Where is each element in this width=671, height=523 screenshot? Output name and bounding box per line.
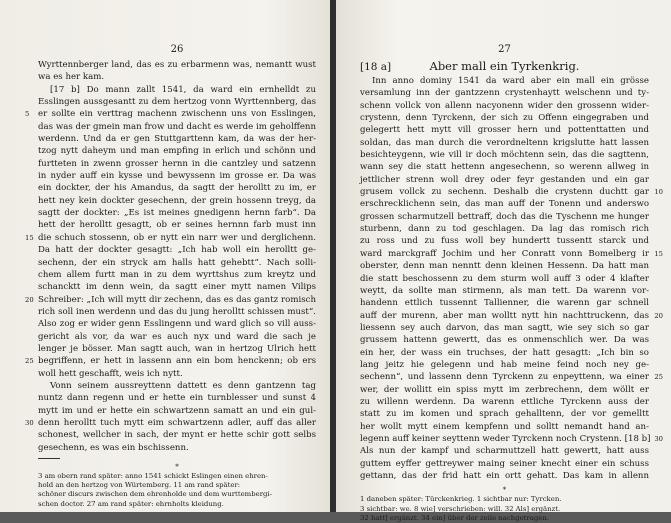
text-line-content: gelegertt hett mytt vill grosser hern und pottenttatten und: [360, 125, 649, 136]
text-line-content: erschrecklichenn sein, das man auff der Tonenn und anderswo: [360, 199, 649, 210]
text-line-content: wann sey die statt hettenn angesechenn, so werenn allweg in: [360, 162, 649, 173]
line-number: 25: [654, 373, 663, 382]
text-line: [38, 170, 316, 182]
footnote-line: schen doctor. 27 am rand später: ehrnholts kleidung.: [38, 499, 224, 508]
text-line-content: versamlung inn der gantzzenn crystenhaytt welschenn und ty-: [360, 88, 649, 99]
text-line-content: ein her, der wass ein truchses, der hatt gesagtt: „Ich bin so: [360, 347, 649, 358]
text-line-content: crystenn, denn Tyrckenn, der sich zu Offenn eingegraben und: [360, 113, 649, 124]
text-line-content: er sollte ein verttrag machenn zwischenn uns von Esslingen,: [38, 109, 316, 120]
text-line: [38, 244, 316, 256]
text-line: [360, 322, 649, 334]
line-number: 5: [25, 110, 30, 119]
line-number: 25: [25, 357, 34, 366]
text-line-content: jettlicher strenn woll drey oder feyr gestanden und ein gar: [360, 174, 649, 185]
text-line: [360, 211, 649, 223]
text-line: [360, 458, 649, 470]
text-line: [25, 294, 316, 306]
footnote-line: schöner discurs zwischen dem ehrenholde und dem wurttembergi-: [38, 490, 272, 499]
text-line-content: rich soll inen werdenn und das du jung herolltt schissen must“.: [38, 306, 316, 317]
text-line: [360, 421, 649, 433]
text-line: [38, 182, 316, 194]
text-line: [38, 59, 316, 71]
line-number: 20: [654, 311, 663, 320]
text-line-content: hett der herolltt gesagtt, ob er seines hernnn farb must inn: [38, 220, 316, 231]
text-line-content: chem allem furtt man in zu dem wyrttshus zum kreytz und: [38, 269, 316, 280]
footnotes: [360, 486, 649, 523]
chapter-title: Aber mall ein Tyrkenkrig.: [429, 59, 580, 73]
text-line: [38, 195, 316, 207]
text-line-content: begriffenn, er hett in lassenn ann ein bom henckenn; ob ers: [38, 356, 316, 367]
line-number: 10: [654, 188, 663, 197]
text-line: [360, 100, 649, 112]
text-line-content: [17 b] Do mann zallt 1541, da ward ein ernhelldt zu: [50, 84, 316, 95]
text-line: [38, 281, 316, 293]
text-line-content: Wyrttennberger land, das es zu erbarmenn was, nemantt wust: [38, 60, 316, 70]
text-line: [38, 145, 316, 157]
text-line-content: denn herolltt tuch mytt eim schwartzenn adler, auff das aller: [38, 417, 316, 428]
text-line: [25, 417, 316, 429]
text-line-content: sechenn, der ein stryck am halls hatt gehebtt“. Nach solli-: [38, 257, 316, 268]
text-line: [360, 124, 649, 136]
page-number: 27: [498, 44, 511, 55]
text-line: [38, 405, 316, 417]
text-line-content: Als nun der kampf und scharmuttzell hatt gewertt, hatt auss: [360, 446, 649, 457]
text-line-content: Da hatt der dockter gesagtt: „Ich hab woll ein herolltt ge-: [38, 245, 316, 256]
text-line: [360, 260, 649, 272]
text-line-content: furtteten in zwenn grosser hernn in die cantzley und satzenn: [38, 158, 316, 169]
text-line-content: lenger je bösser. Man sagtt auch, wan in hertzog Ulrich hett: [38, 343, 316, 354]
text-line-content: ward marckgraff Jochim und her Conratt vonn Bomelberg ir: [360, 248, 649, 259]
right-page: [336, 0, 671, 522]
text-line: [360, 310, 663, 322]
text-line-content: auff der murenn, aber man wolltt nytt hin nachttruckenn, das: [360, 310, 649, 321]
text-line: [38, 257, 316, 269]
text-line-content: lang jeitz hie gelegenn und hab meine feind noch ney ge-: [360, 359, 649, 370]
text-line: [25, 355, 316, 367]
text-line: [360, 359, 649, 371]
text-line-content: besichteygenn, wie vill ir doch möchtenn sein, das die sagttenn,: [360, 150, 649, 161]
text-line-content: weytt, da sollte man stirmenn, als man tett. Da warenn vor-: [360, 285, 649, 296]
text-line-content: hett ney kein dockter gesechenn, der grein hossenn treyg, da: [38, 195, 316, 206]
chapter-heading: [360, 59, 649, 74]
text-line-content: nuntz dann regenn und er hette ein turnblesser und sunst 4: [38, 393, 316, 404]
text-line-content: sturbenn, dann zu tod geschlagen. Da lag das romisch rich: [360, 224, 649, 235]
footnote-line: 1 daneben später: Türckenkrieg. 1 sichtbar nur: Tyrcken.: [360, 495, 562, 504]
footnote-mark: *: [502, 486, 507, 495]
text-line-content: schonest, wellcher in sach, der mynt er hette schir gott selbs: [38, 430, 316, 441]
text-line-content: Inn anno dominy 1541 da ward aber ein mall ein grösse: [372, 76, 649, 86]
text-line: [360, 273, 649, 285]
text-line: [38, 331, 316, 343]
text-line: [38, 368, 316, 380]
line-number: 30: [654, 434, 663, 443]
text-line: [360, 174, 649, 186]
text-line-content: legenn auff keiner seyttenn weder Tyrckenn noch Crystenn. [18 b]: [360, 433, 651, 444]
text-line-content: grusem vollck zu sechenn. Deshalb die crystenn duchtt gar: [360, 187, 649, 198]
text-line-content: tzog nytt daheym und man empfing in erlich und schönn und: [38, 146, 316, 157]
footnote-line: hold an den hertzog von Würtemberg. 11 am rand später:: [38, 481, 241, 490]
text-line-content: zu willenn werdenn. Da warenn ettliche Tyrckenn auss der: [360, 396, 649, 407]
text-line-content: sechenn“, und lassenn denn Tyrckenn zu enpeyttenn, wa einer: [360, 372, 649, 383]
page-body: [360, 75, 663, 482]
text-line-content: her wollt mytt einem kempfenn und solltt nemandt hand an-: [360, 421, 649, 432]
text-line: [38, 207, 316, 219]
text-line: [38, 96, 316, 108]
line-number: 15: [654, 249, 663, 258]
text-line: [360, 347, 649, 359]
text-line: [38, 380, 316, 392]
text-line-content: gettann, das der frid hatt ein ortt gehatt. Das kam in allenn: [360, 471, 649, 481]
text-line-content: zu ross und zu fuss woll bey hundertt tussentt starck und: [360, 236, 649, 247]
text-line: [360, 445, 649, 457]
text-line-content: wa es her kam.: [38, 72, 105, 83]
text-line-content: in nyder auff ein kysse und bewyssenn im grosse er. Da was: [38, 171, 316, 182]
text-line-content: die statt beschossenn zu dem sturm woll auff 3 oder 4 klafter: [360, 273, 649, 284]
text-line-content: soldan, das man durch die verordneltenn krigslutte hatt lassen: [360, 137, 649, 148]
text-line-content: gesechenn, es was ein bschissenn.: [38, 442, 189, 453]
text-line: [38, 442, 316, 454]
text-line: [38, 392, 316, 404]
left-page: [0, 0, 330, 512]
text-line-content: werdenn. Und da er gen Stuttgarttenn kam, da was der her-: [38, 134, 316, 145]
text-line-content: schancktt im denn wein, da sagtt einer mytt namen Vilips: [38, 282, 316, 293]
text-line-content: statt zu im komen und sprach gehalltenn, der vor gemelltt: [360, 409, 649, 420]
page-body: [25, 59, 316, 454]
text-line: [360, 384, 649, 396]
text-line-content: Also zog er wider genn Esslingenn und ward glich so vill auss-: [38, 319, 316, 330]
text-line: [360, 334, 649, 346]
text-line: [360, 186, 663, 198]
text-line-content: Vonn seinem aussreyttenn dattett es denn gantzenn tag: [50, 380, 316, 391]
text-line-content: sagtt der dockter: „Es ist meines gnedigenn hernn farb“. Da: [38, 208, 316, 219]
text-line: [38, 71, 316, 83]
page-number: 26: [170, 44, 184, 55]
text-line-content: handenn ettlich tussennt Tallienner, die warenn gar schnell: [360, 298, 649, 309]
text-line: [360, 297, 649, 309]
text-line: [38, 343, 316, 355]
text-line: [360, 149, 649, 161]
text-line: [360, 248, 663, 260]
text-line: [360, 87, 649, 99]
text-line-content: das was der gmein man frow und dacht es werde im geholffenn: [38, 121, 316, 132]
line-number: 20: [25, 295, 34, 304]
text-line: [25, 108, 316, 120]
text-line-content: woll hett geschafft, weis ich nytt.: [38, 368, 183, 379]
text-line-content: mytt im und er hette ein schwartzenn samatt an und ein gul-: [38, 405, 316, 416]
footnote-line: 32 hatt] ergänzt. 34 ein] über der zeile nachgetragen.: [360, 513, 549, 522]
text-line: [360, 223, 649, 235]
text-line: [360, 396, 649, 408]
text-line-content: gericht als vor, da war es auch nyx und ward die sach je: [38, 331, 316, 342]
text-line: [38, 133, 316, 145]
text-line-content: grussem hattenn gewertt, das es onmenschlich wer. Da was: [360, 335, 649, 346]
text-line-content: wer, der wollitt ein spiss mytt im zerbrechenn, dem wöllt er: [360, 384, 649, 395]
text-line: [38, 318, 316, 330]
text-line: [360, 470, 649, 482]
text-line: [360, 285, 649, 297]
line-number: 15: [25, 233, 34, 242]
footnote-mark: *: [175, 463, 179, 471]
text-line: [25, 232, 316, 244]
text-line: [38, 84, 316, 96]
text-line: [360, 433, 663, 445]
text-line: [360, 371, 663, 383]
text-line-content: guttem eyffer gettreywer maing seiner knecht einer ein schuss: [360, 458, 649, 469]
text-line: [38, 219, 316, 231]
text-line: [360, 198, 649, 210]
line-number: 30: [25, 418, 34, 427]
text-line-content: Esslingen aussgesantt zu dem hertzog vonn Wyrttennberg, das: [38, 97, 316, 108]
text-line: [360, 112, 649, 124]
text-line: [360, 75, 649, 87]
text-line: [360, 235, 649, 247]
text-line: [360, 161, 649, 173]
text-line-content: ein dockter, der his Amandus, da sagtt der herolltt zu im, er: [38, 183, 316, 194]
footnote-line: 3 sichtbar: we. 8 wie] verschrieben: will. 32 Als] ergänzt.: [360, 504, 561, 513]
text-line: [38, 121, 316, 133]
section-marker: [18 a]: [360, 61, 392, 73]
text-line: [38, 158, 316, 170]
text-line: [38, 269, 316, 281]
footnote-line: 3 am obern rand später: anno 1541 schickt Eslingen einen ehren-: [38, 472, 268, 480]
text-line: [360, 137, 649, 149]
footnote-divider: [38, 458, 60, 459]
text-line: [38, 306, 316, 318]
text-line-content: oberster, denn man nenntt denn kleinen Hessenn. Da hatt man: [360, 261, 649, 272]
footnotes: [38, 463, 316, 509]
text-line-content: liessenn sey auch darvon, das man sagtt, wie sey sich so gar: [360, 322, 649, 333]
text-line-content: grossen scharmutzell bettraff, doch das die Tyschenn me hunger: [360, 211, 649, 222]
text-line-content: die schuch stossenn, ob er nytt ein narr wer und derglichenn.: [38, 232, 316, 243]
text-line-content: schenn vollck von allenn nacyonenn wider den grossenn wider-: [360, 100, 649, 111]
text-line: [38, 429, 316, 441]
text-line: [360, 408, 649, 420]
text-line-content: Schreiber: „Ich will mytt dir zechenn, das es das gantz romisch: [38, 294, 316, 305]
